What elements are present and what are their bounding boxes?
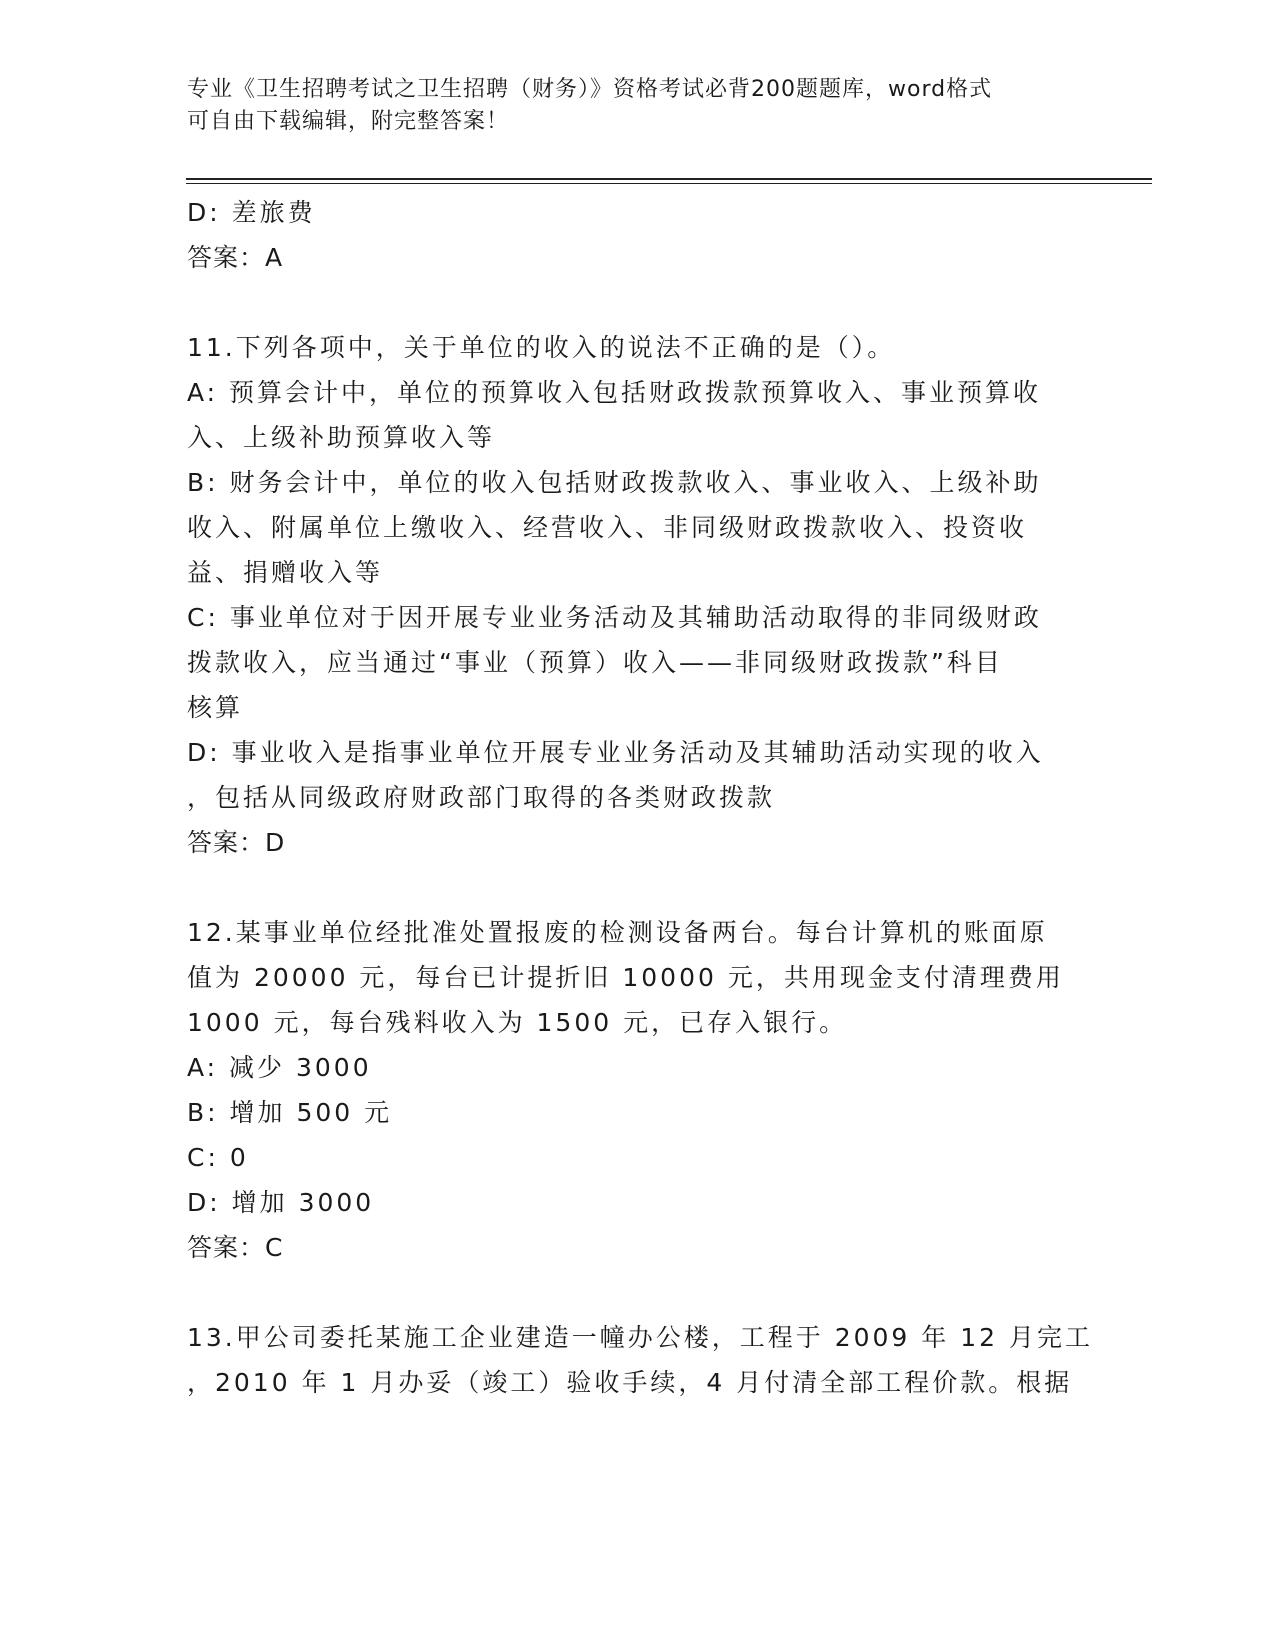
option-d-line-2: ，包括从同级政府财政部门取得的各类财政拨款 xyxy=(187,783,776,812)
option-c-line-3: 核算 xyxy=(187,693,244,722)
option-a-line-2: 入、上级补助预算收入等 xyxy=(187,423,496,452)
option-b-line-3: 益、捐赠收入等 xyxy=(187,558,384,587)
option-a-line-1: A: 预算会计中，单位的预算收入包括财政拨款预算收入、事业预算收 xyxy=(187,378,1042,407)
question-12 xyxy=(187,910,1087,1270)
option-c-line-2: 拨款收入，应当通过“事业（预算）收入——非同级财政拨款”科目 xyxy=(187,648,1003,677)
question-stem-line-3: 1000 元，每台残料收入为 1500 元，已存入银行。 xyxy=(187,1008,848,1037)
question-stem-line-1: 13.甲公司委托某施工企业建造一幢办公楼，工程于 2009 年 12 月完工 xyxy=(187,1323,1093,1352)
spacer xyxy=(187,865,1087,910)
question-11 xyxy=(187,325,1087,865)
prev-question xyxy=(187,190,1087,280)
option-d: D: 差旅费 xyxy=(187,198,316,227)
option-c-line-1: C: 事业单位对于因开展专业业务活动及其辅助活动取得的非同级财政 xyxy=(187,603,1042,632)
spacer xyxy=(187,280,1087,325)
option-b-line-2: 收入、附属单位上缴收入、经营收入、非同级财政拨款收入、投资收 xyxy=(187,513,1028,542)
question-stem-line-2: 值为 20000 元，每台已计提折旧 10000 元，共用现金支付清理费用 xyxy=(187,963,1064,992)
header-line-2: 可自由下载编辑，附完整答案！ xyxy=(187,109,510,134)
question-13 xyxy=(187,1315,1093,1405)
question-stem-line-1: 12.某事业单位经批准处置报废的检测设备两台。每台计算机的账面原 xyxy=(187,918,1048,947)
header-rule-thick xyxy=(186,178,1152,180)
document-header xyxy=(187,74,1067,138)
question-stem: 11.下列各项中，关于单位的收入的说法不正确的是（）。 xyxy=(187,333,896,362)
option-b-line-1: B: 财务会计中，单位的收入包括财政拨款收入、事业收入、上级补助 xyxy=(187,468,1042,497)
option-d-line-1: D: 事业收入是指事业单位开展专业业务活动及其辅助活动实现的收入 xyxy=(187,738,1044,767)
header-rule-thin xyxy=(186,183,1152,184)
option-b: B: 增加 500 元 xyxy=(187,1098,393,1127)
option-a: A: 减少 3000 xyxy=(187,1053,372,1082)
document-body xyxy=(187,190,1093,1405)
question-stem-line-2: ，2010 年 1 月办妥（竣工）验收手续，4 月付清全部工程价款。根据 xyxy=(187,1368,1073,1397)
answer-line: 答案：D xyxy=(187,828,286,857)
option-d: D: 增加 3000 xyxy=(187,1188,375,1217)
spacer xyxy=(187,1270,1087,1315)
answer-line: 答案：C xyxy=(187,1233,284,1262)
option-c: C: 0 xyxy=(187,1143,249,1172)
answer-line: 答案：A xyxy=(187,243,284,272)
header-line-1: 专业《卫生招聘考试之卫生招聘（财务）》资格考试必背200题题库，word格式 xyxy=(187,77,993,102)
